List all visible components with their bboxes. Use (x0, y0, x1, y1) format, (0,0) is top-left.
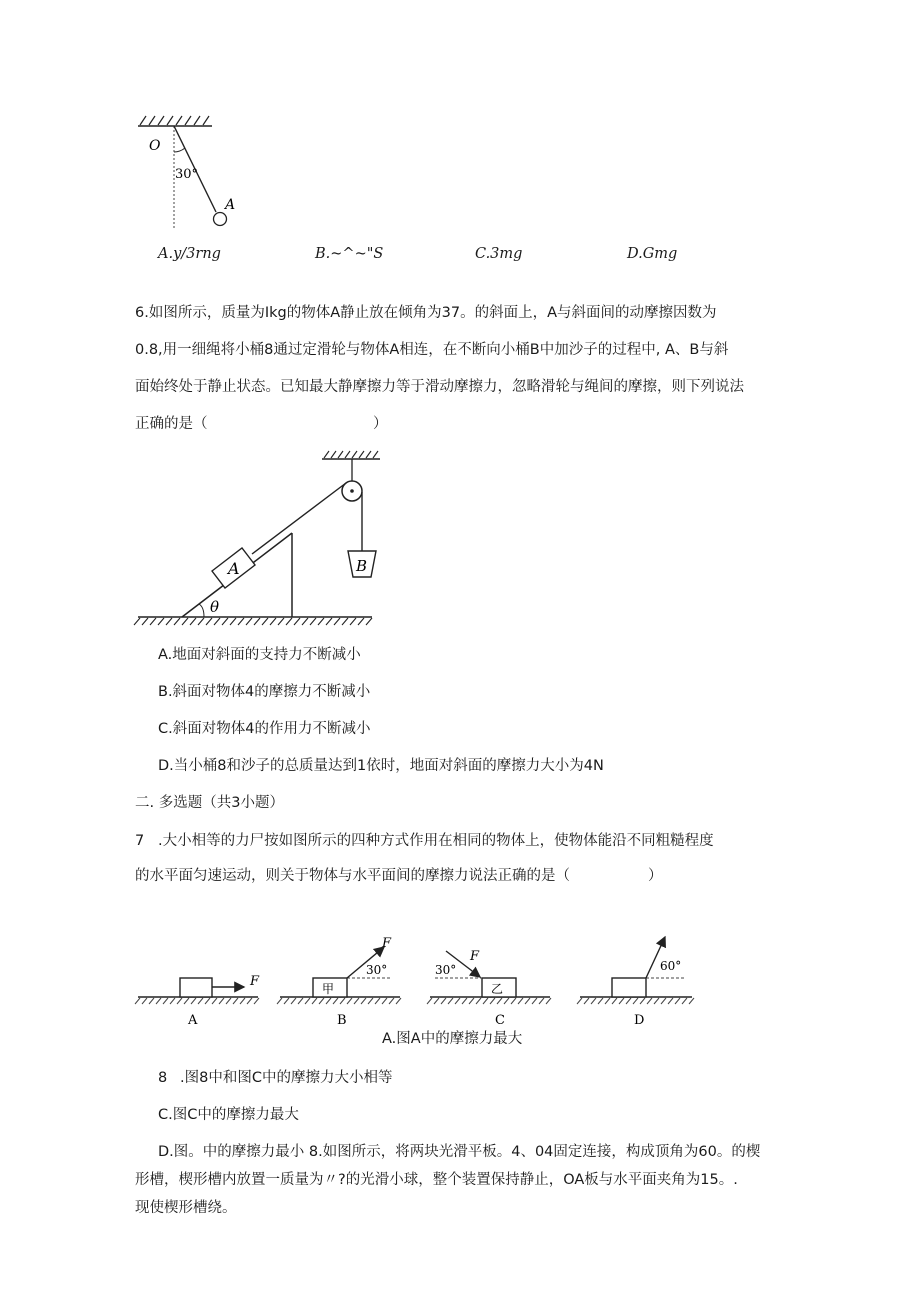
fig-c-angle: 30° (435, 963, 457, 977)
q7-option-a: A.图A中的摩擦力最大 (382, 1031, 523, 1047)
fig-b-block: 甲 (322, 982, 335, 996)
q6-option-d: D.当小桶8和沙子的总质量达到1依时，地面对斜面的摩擦力大小为4N (158, 758, 604, 774)
fig-d-label: D (634, 1013, 645, 1028)
q6-line-4-end: ） (373, 416, 388, 432)
q7-line-2: 的水平面匀速运动，则关于物体与水平面间的摩擦力说法正确的是（ (135, 868, 570, 884)
fig-c-block: 乙 (491, 982, 504, 996)
section-multi-choice-heading: 二. 多选题（共3小题） (135, 795, 284, 811)
q6-line-1: 6.如图所示，质量为Ikg的物体A静止放在倾角为37。的斜面上，A与斜面间的动摩擦因数为 (135, 305, 717, 321)
four-force-figure (130, 925, 700, 1035)
q7-option-d: D.图。中的摩擦力最小 8.如图所示，将两块光滑平板。4、04固定连接，构成顶角为60。的楔 (158, 1144, 761, 1160)
incline-pulley-figure (130, 445, 400, 635)
fig-d-angle: 60° (660, 959, 682, 973)
q7-option-c: C.图C中的摩擦力最大 (158, 1107, 299, 1123)
q6-option-c: C.斜面对物体4的作用力不断减小 (158, 721, 371, 737)
fig-a-label: A (188, 1013, 198, 1028)
fig-b-label: B (337, 1013, 347, 1028)
incline-theta-label: θ (210, 598, 220, 616)
q5-option-c: C.3mg (475, 246, 523, 262)
fig-b-angle: 30° (366, 963, 388, 977)
q6-option-a: A.地面对斜面的支持力不断减小 (158, 647, 361, 663)
label-o: O (149, 138, 161, 154)
label-angle: 30° (175, 167, 199, 182)
q6-option-b: B.斜面对物体4的摩擦力不断减小 (158, 684, 371, 700)
fig-c-label: C (495, 1013, 505, 1028)
q6-line-4: 正确的是（ (135, 416, 208, 432)
q7-option-b-number: 8 (158, 1070, 168, 1086)
q7-line-2-end: ） (648, 868, 663, 884)
label-a: A (225, 197, 236, 213)
q7-option-b: .图8中和图C中的摩擦力大小相等 (180, 1070, 393, 1086)
q7-number: 7 (135, 833, 145, 849)
q5-option-a: A.y/3rng (158, 246, 221, 262)
pendulum-figure (130, 112, 245, 232)
fig-b-force: F (382, 936, 392, 951)
q5-option-b: B.~^~"S (315, 246, 384, 262)
incline-bucket-label: B (356, 557, 368, 575)
q6-line-3: 面始终处于静止状态。已知最大静摩擦力等于滑动摩擦力，忽略滑轮与绳间的摩擦，则下列说法 (135, 379, 744, 395)
fig-c-force: F (470, 949, 480, 964)
q6-line-2: 0.8,用一细绳将小桶8通过定滑轮与物体A相连，在不断向小桶B中加沙子的过程中, A、B与斜 (135, 342, 729, 358)
q8-line-3: 现使楔形槽绕。 (135, 1200, 237, 1216)
incline-block-label: A (228, 559, 240, 578)
q8-line-2: 形槽，楔形槽内放置一质量为〃?的光滑小球，整个装置保持静止，OA板与水平面夹角为15。. (135, 1172, 738, 1188)
fig-a-force: F (250, 974, 260, 989)
q7-line-1: .大小相等的力尸按如图所示的四种方式作用在相同的物体上，使物体能沿不同粗糙程度 (158, 833, 714, 849)
q5-option-d: D.Gmg (627, 246, 678, 262)
